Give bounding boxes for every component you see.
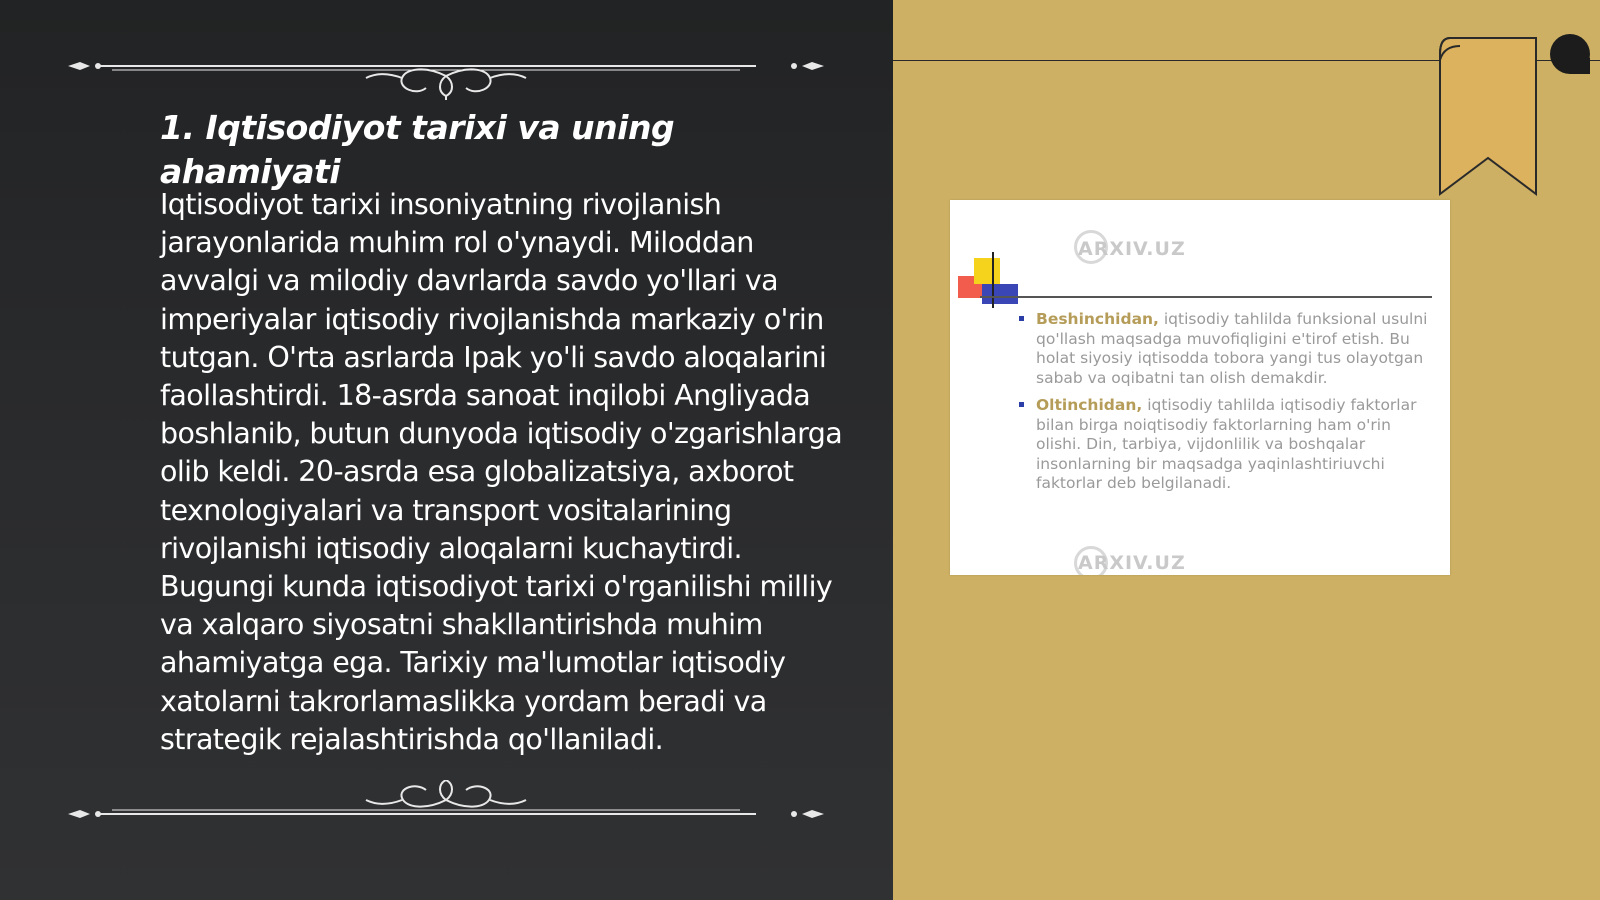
- bookmark-ribbon-icon: [1430, 34, 1590, 204]
- ornament-divider-icon: [66, 780, 826, 840]
- list-item: [1016, 310, 1436, 388]
- watermark-text: ARXIV.UZ: [1078, 238, 1186, 260]
- list-item: [1016, 396, 1436, 494]
- thumbnail-bullet-list: [1016, 310, 1436, 502]
- bullet-square-icon: [1019, 316, 1024, 321]
- bullet-lead: Beshinchidan,: [1036, 310, 1159, 328]
- deco-square-yellow: [974, 258, 1000, 284]
- bullet-text: iqtisodiy tahlilda funksional usulni qo'llash maqsadga muvofiqligini e'tirof etish. Bu holat siyosiy iqtisodda tobora yangi tus olayotgan sabab va oqibatni tan olish demakdir.: [1036, 310, 1428, 387]
- deco-square-blue: [982, 284, 1018, 304]
- slide-body-text: Iqtisodiyot tarixi insoniyatning rivojlanish jarayonlarida muhim rol o'ynaydi. Miloddan avvalgi va milodiy davrlarda savdo yo'llari va imperiyalar iqtisodiy rivojlanishda markaziy o'rin tutgan. O'rta asrlarda Ipak yo'li savdo aloqalarini faollashtirdi. 18-asrda sanoat inqilobi Angliyada boshlanib, butun dunyoda iqtisodiy o'zgarishlarga olib keldi. 20-asrda esa globalizatsiya, axborot texnologiyalari va transport vositalarining rivojlanishi iqtisodiy aloqalarni kuchaytirdi. Bugungi kunda iqtisodiyot tarixi o'rganilishi milliy va xalqaro siyosatni shakllantirishda muhim ahamiyatga ega. Tarixiy ma'lumotlar iqtisodiy xatolarni takrorlamaslikka yordam beradi va strategik rejalashtirishda qo'llaniladi.: [160, 188, 843, 756]
- bullet-lead: Oltinchidan,: [1036, 396, 1143, 414]
- ornament-divider-icon: [66, 40, 826, 100]
- slide-title: 1. Iqtisodiyot tarixi va uning ahamiyati: [160, 108, 675, 191]
- bullet-square-icon: [1019, 402, 1024, 407]
- embedded-slide-image: [950, 200, 1450, 575]
- deco-vertical-line: [992, 252, 994, 308]
- watermark-text: ARXIV.UZ: [1078, 552, 1186, 574]
- bullet-text: iqtisodiy tahlilda iqtisodiy faktorlar bilan birga noiqtisodiy faktorlarning ham o'rin olishi. Din, tarbiya, vijdonlilik va boshqalar insonlarning bir maqsadga yaqinlashtiriuvchi faktorlar deb belgilanadi.: [1036, 396, 1417, 492]
- deco-horizontal-line: [980, 296, 1432, 298]
